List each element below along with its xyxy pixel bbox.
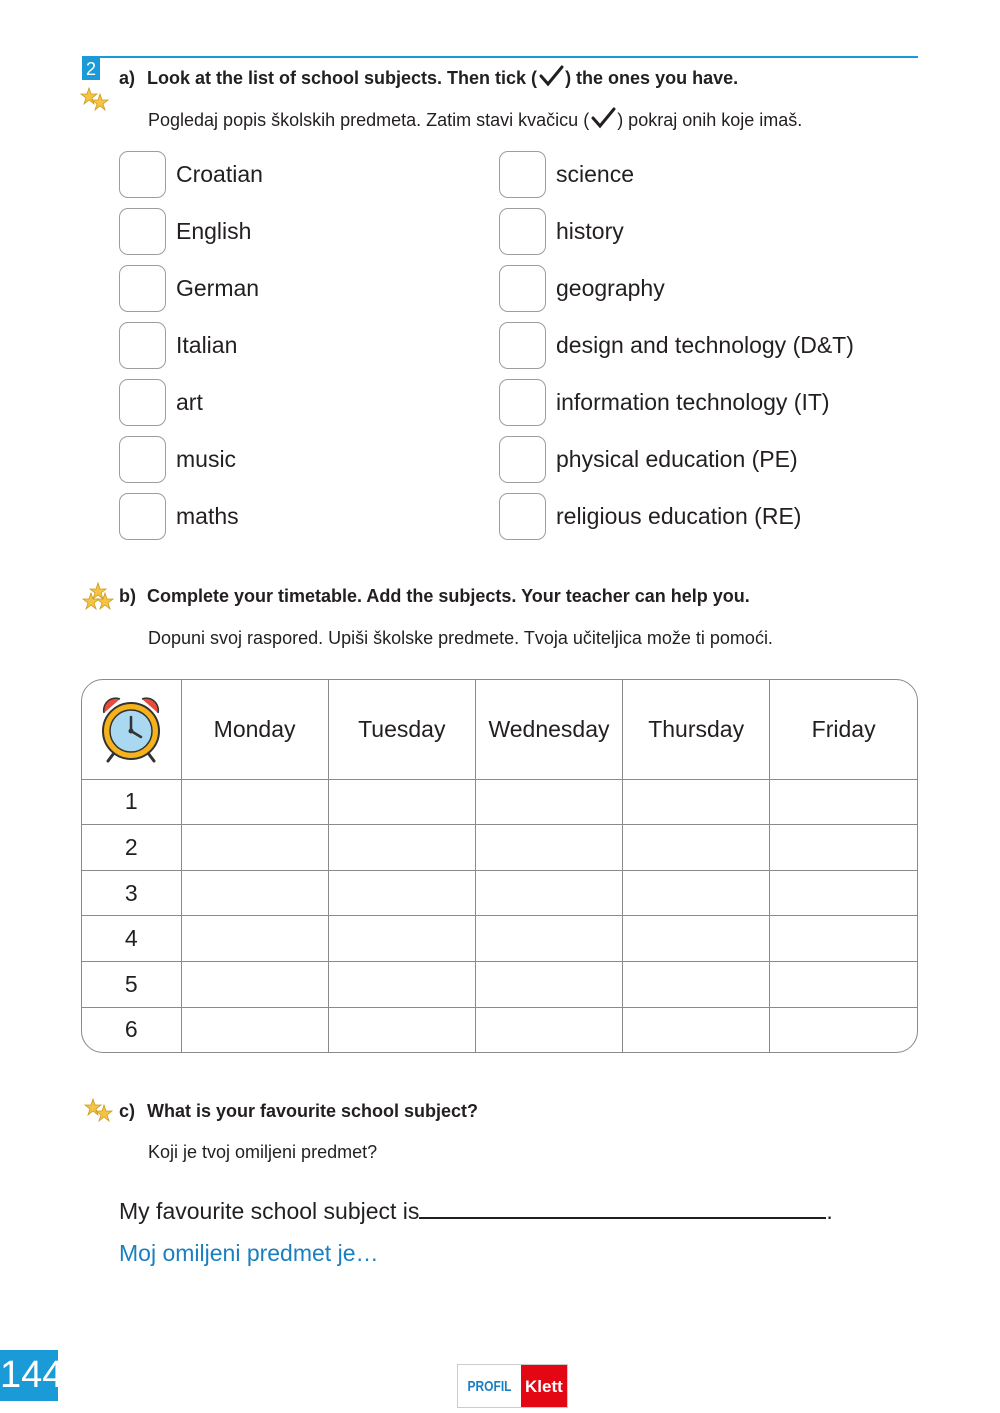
timetable-cell[interactable]: [770, 825, 917, 871]
tick-icon: [537, 64, 565, 88]
timetable-cell[interactable]: [181, 870, 328, 916]
timetable-cell[interactable]: [770, 962, 917, 1008]
timetable-cell[interactable]: [623, 779, 770, 825]
timetable-cell[interactable]: [181, 1007, 328, 1052]
subject-item: design and technology (D&T): [499, 321, 854, 369]
timetable-cell[interactable]: [181, 779, 328, 825]
period-number: 5: [82, 962, 181, 1008]
checkbox-music[interactable]: [119, 436, 166, 483]
subject-item: maths: [119, 492, 239, 540]
checkbox-history[interactable]: [499, 208, 546, 255]
checkbox-pe[interactable]: [499, 436, 546, 483]
checkbox-it[interactable]: [499, 379, 546, 426]
subject-item: music: [119, 435, 236, 483]
timetable-cell[interactable]: [328, 916, 475, 962]
checkbox-german[interactable]: [119, 265, 166, 312]
day-header-monday: Monday: [181, 680, 328, 779]
timetable-cell[interactable]: [623, 962, 770, 1008]
period-number: 4: [82, 916, 181, 962]
timetable-cell[interactable]: [770, 1007, 917, 1052]
day-header-thursday: Thursday: [623, 680, 770, 779]
timetable-cell[interactable]: [623, 825, 770, 871]
part-c-translation: Koji je tvoj omiljeni predmet?: [148, 1142, 378, 1162]
timetable-cell[interactable]: [475, 870, 622, 916]
subject-item: science: [499, 150, 634, 198]
day-header-wednesday: Wednesday: [475, 680, 622, 779]
checkbox-re[interactable]: [499, 493, 546, 540]
checkbox-dt[interactable]: [499, 322, 546, 369]
timetable-cell[interactable]: [328, 825, 475, 871]
day-header-friday: Friday: [770, 680, 917, 779]
timetable-cell[interactable]: [623, 916, 770, 962]
page-number: 144: [0, 1350, 58, 1401]
table-row: [82, 1007, 917, 1052]
timetable-cell[interactable]: [475, 779, 622, 825]
timetable-cell[interactable]: [181, 825, 328, 871]
timetable-cell[interactable]: [328, 1007, 475, 1052]
table-row: [82, 779, 917, 825]
timetable: [81, 679, 918, 1053]
part-a-instruction: a) Look at the list of school subjects. Then tick ( ) the ones you have.: [119, 64, 738, 89]
alarm-clock-icon: [98, 693, 164, 765]
timetable-cell[interactable]: [475, 916, 622, 962]
subject-item: physical education (PE): [499, 435, 798, 483]
period-number: 1: [82, 779, 181, 825]
table-row: [82, 916, 917, 962]
part-b-letter: b): [119, 586, 136, 606]
part-b-translation: Dopuni svoj raspored. Upiši školske predmete. Tvoja učiteljica može ti pomoći.: [148, 628, 773, 648]
part-b-instruction: b) Complete your timetable. Add the subjects. Your teacher can help you.: [119, 586, 750, 606]
timetable-cell[interactable]: [770, 916, 917, 962]
favourite-sentence: My favourite school subject is .: [119, 1198, 833, 1224]
checkbox-english[interactable]: [119, 208, 166, 255]
timetable-cell[interactable]: [328, 870, 475, 916]
part-a-translation: Pogledaj popis školskih predmeta. Zatim stavi kvačicu ( ) pokraj onih koje imaš.: [148, 106, 802, 131]
timetable-cell[interactable]: [181, 916, 328, 962]
period-number: 2: [82, 825, 181, 871]
checkbox-geography[interactable]: [499, 265, 546, 312]
subject-item: Italian: [119, 321, 237, 369]
table-row: [82, 870, 917, 916]
difficulty-stars-icon: [82, 582, 114, 612]
subject-item: geography: [499, 264, 665, 312]
checkbox-art[interactable]: [119, 379, 166, 426]
timetable-corner: [82, 680, 181, 779]
timetable-cell[interactable]: [770, 779, 917, 825]
timetable-cell[interactable]: [623, 870, 770, 916]
part-a-letter: a): [119, 68, 136, 88]
part-c-instruction: c) What is your favourite school subject?: [119, 1101, 479, 1121]
publisher-logo: PROFIL Klett: [457, 1364, 568, 1408]
table-row: [82, 962, 917, 1008]
timetable-cell[interactable]: [328, 779, 475, 825]
difficulty-stars-icon: [84, 1097, 114, 1125]
timetable-cell[interactable]: [475, 825, 622, 871]
checkbox-croatian[interactable]: [119, 151, 166, 198]
subject-item: art: [119, 378, 203, 426]
period-number: 3: [82, 870, 181, 916]
subject-item: information technology (IT): [499, 378, 830, 426]
checkbox-italian[interactable]: [119, 322, 166, 369]
checkbox-maths[interactable]: [119, 493, 166, 540]
subject-item: history: [499, 207, 624, 255]
timetable-cell[interactable]: [475, 1007, 622, 1052]
table-row: [82, 825, 917, 871]
day-header-tuesday: Tuesday: [328, 680, 475, 779]
subject-item: religious education (RE): [499, 492, 801, 540]
timetable-cell[interactable]: [181, 962, 328, 1008]
exercise-number: 2: [82, 58, 100, 80]
subject-item: Croatian: [119, 150, 263, 198]
timetable-cell[interactable]: [475, 962, 622, 1008]
timetable-cell[interactable]: [328, 962, 475, 1008]
part-c-letter: c): [119, 1101, 136, 1121]
period-number: 6: [82, 1007, 181, 1052]
checkbox-science[interactable]: [499, 151, 546, 198]
timetable-cell[interactable]: [623, 1007, 770, 1052]
timetable-cell[interactable]: [770, 870, 917, 916]
favourite-subject-answer-line[interactable]: [419, 1197, 826, 1219]
exercise-rule: [82, 56, 918, 58]
subject-item: German: [119, 264, 259, 312]
subject-item: English: [119, 207, 251, 255]
favourite-sentence-translation: Moj omiljeni predmet je…: [119, 1240, 379, 1266]
tick-icon: [589, 106, 617, 130]
difficulty-stars-icon: [80, 86, 110, 114]
